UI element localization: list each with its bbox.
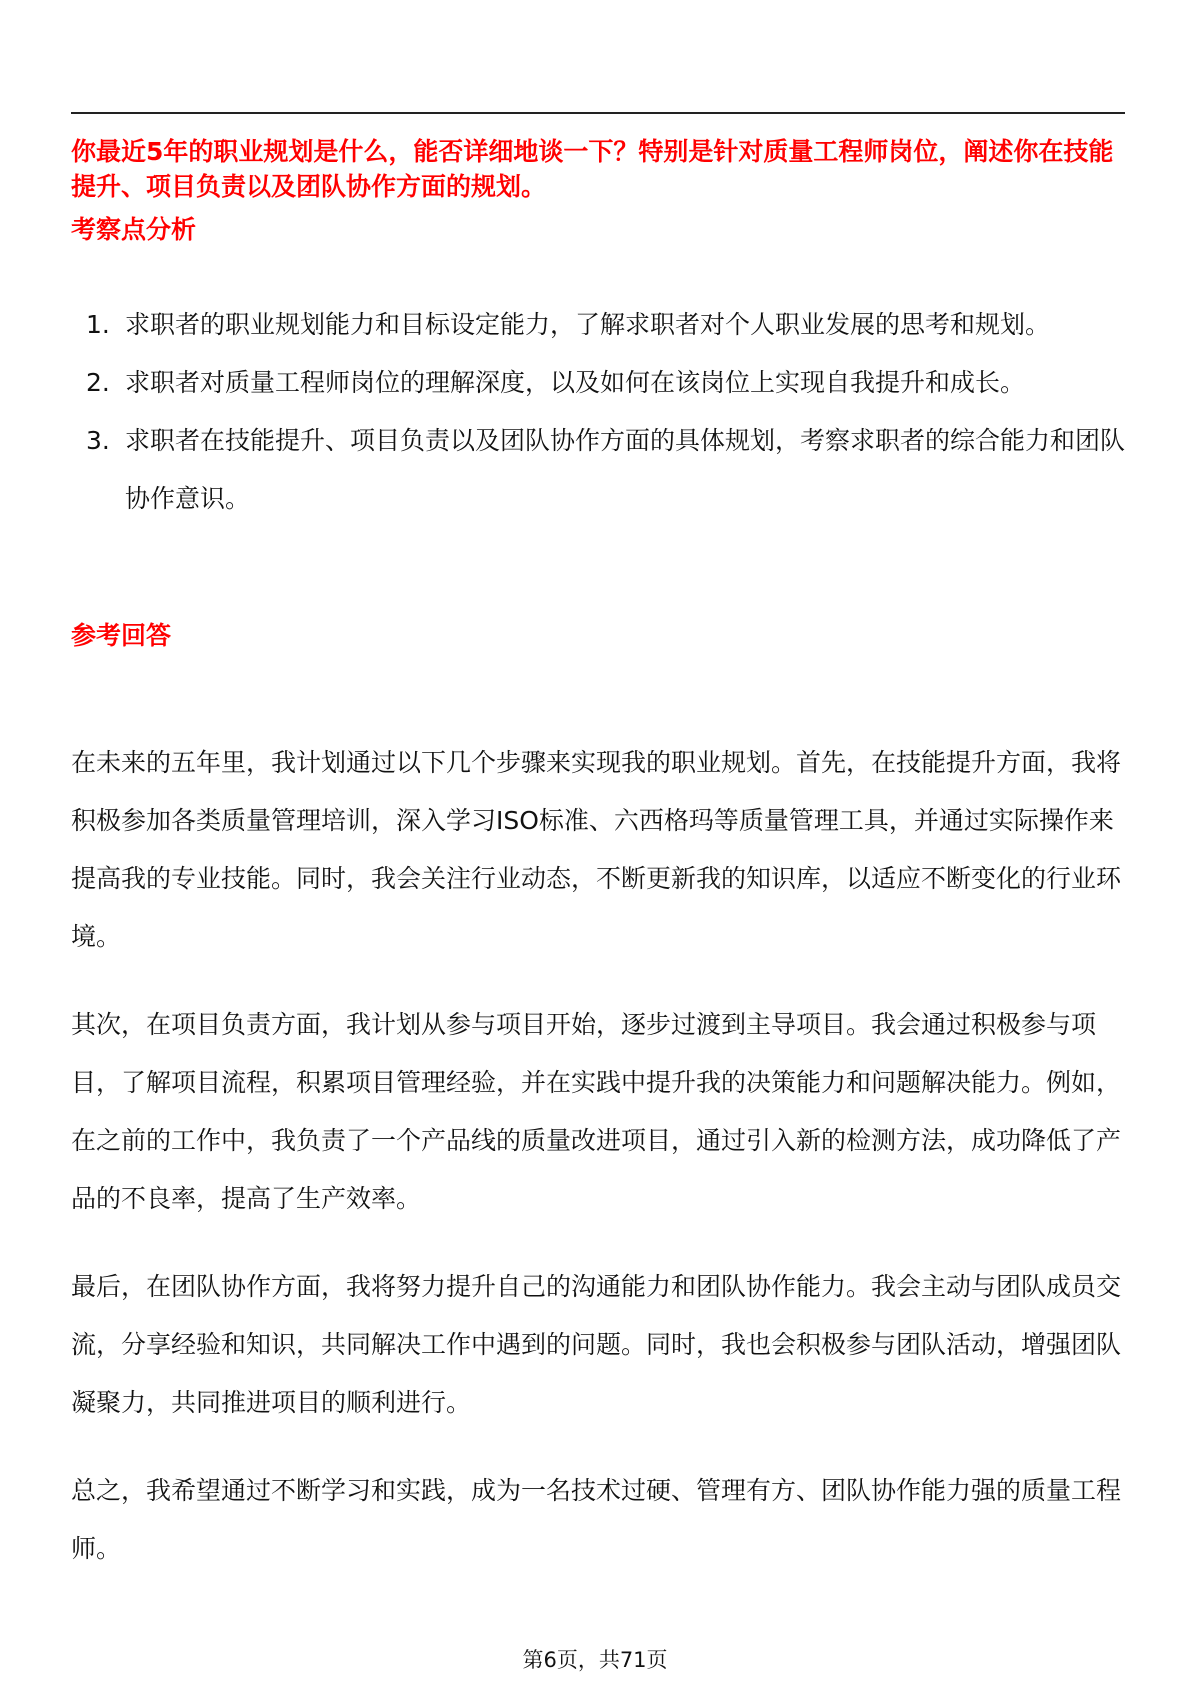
answer-paragraph: 最后，在团队协作方面，我将努力提升自己的沟通能力和团队协作能力。我会主动与团队成员交流，分享经验和知识，共同解决工作中遇到的问题。同时，我也会积极参与团队活动，增强团队凝聚力，共同推进项目的顺利进行。 — [71, 1272, 1122, 1417]
answer-paragraph: 其次，在项目负责方面，我计划从参与项目开始，逐步过渡到主导项目。我会通过积极参与项目，了解项目流程，积累项目管理经验，并在实践中提升我的决策能力和问题解决能力。例如，在之前的工作中，我负责了一个产品线的质量改进项目，通过引入新的检测方法，成功降低了产品的不良率，提高了生产效率。 — [71, 1010, 1122, 1213]
list-item — [71, 296, 1131, 354]
question-text: 你最近5年的职业规划是什么，能否详细地谈一下？特别是针对质量工程师岗位，阐述你在技能提升、项目负责以及团队协作方面的规划。 — [71, 137, 1114, 201]
answer-body — [71, 734, 1131, 1608]
list-item-text: 求职者在技能提升、项目负责以及团队协作方面的具体规划，考察求职者的综合能力和团队协作意识。 — [125, 426, 1126, 513]
answer-paragraph: 总之，我希望通过不断学习和实践，成为一名技术过硬、管理有方、团队协作能力强的质量工程师。 — [71, 1476, 1122, 1563]
list-item-number: 3. — [86, 426, 110, 455]
list-item — [71, 354, 1131, 412]
list-item — [71, 412, 1131, 528]
list-item-number: 1. — [86, 310, 110, 339]
list-item-text: 求职者的职业规划能力和目标设定能力，了解求职者对个人职业发展的思考和规划。 — [125, 310, 1051, 339]
answer-paragraph: 在未来的五年里，我计划通过以下几个步骤来实现我的职业规划。首先，在技能提升方面，我将积极参加各类质量管理培训，深入学习ISO标准、六西格玛等质量管理工具，并通过实际操作来提高我的专业技能。同时，我会关注行业动态，不断更新我的知识库，以适应不断变化的行业环境。 — [71, 748, 1122, 951]
header-rule — [71, 112, 1125, 114]
list-item-text: 求职者对质量工程师岗位的理解深度，以及如何在该岗位上实现自我提升和成长。 — [125, 368, 1026, 397]
page-footer: 第6页，共71页 — [522, 1648, 668, 1672]
answer-heading: 参考回答 — [71, 621, 172, 650]
analysis-heading: 考察点分析 — [71, 215, 197, 244]
list-item-number: 2. — [86, 368, 110, 397]
analysis-list — [71, 296, 1131, 528]
